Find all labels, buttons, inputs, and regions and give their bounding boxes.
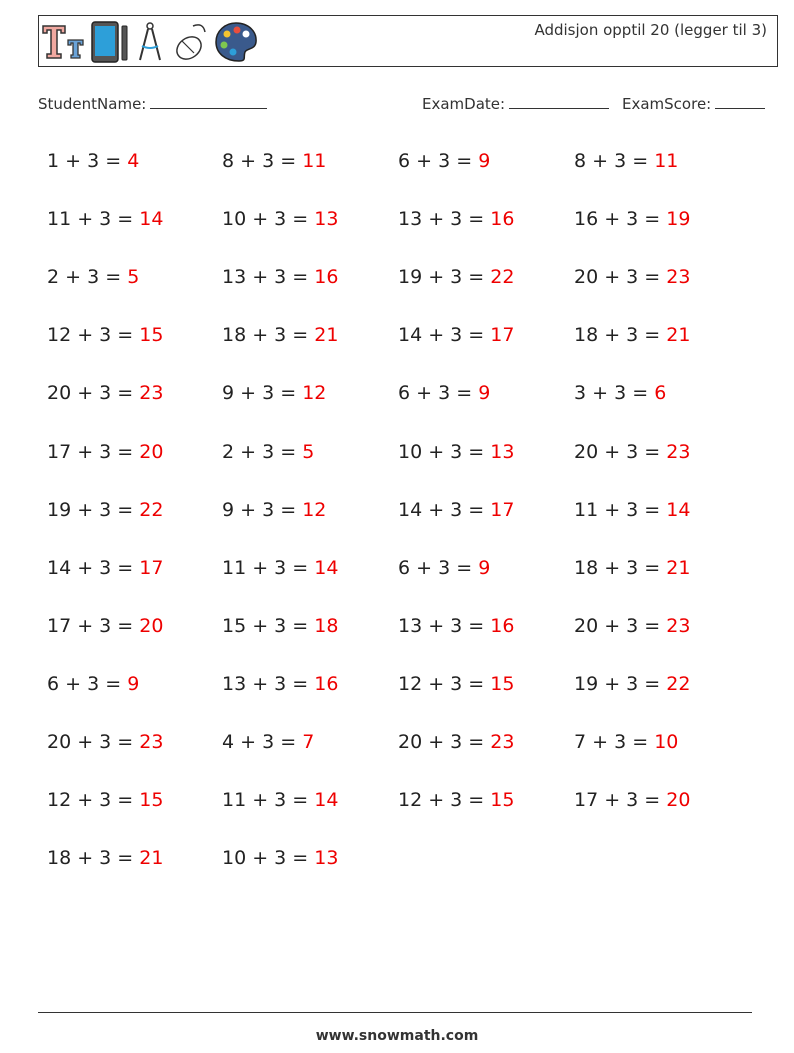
problem-answer: 15 xyxy=(139,789,164,812)
problem-answer: 22 xyxy=(666,672,691,695)
student-name-label: StudentName: xyxy=(38,95,147,113)
problem-question: 17 + 3 = xyxy=(574,789,667,812)
problem-question: 20 + 3 = xyxy=(574,440,667,463)
problem-question: 19 + 3 = xyxy=(574,672,667,695)
problem-answer: 15 xyxy=(490,672,515,695)
problem-question: 6 + 3 = xyxy=(398,556,479,579)
problem-item xyxy=(398,261,514,293)
worksheet-header xyxy=(38,15,778,67)
problem-question: 10 + 3 = xyxy=(222,208,315,231)
problem-question: 19 + 3 = xyxy=(398,266,491,289)
problem-answer: 11 xyxy=(654,150,679,172)
problem-item xyxy=(398,319,514,351)
problem-question: 20 + 3 = xyxy=(574,266,667,289)
problem-answer: 16 xyxy=(314,672,339,695)
problem-question: 18 + 3 = xyxy=(222,324,315,347)
problem-question: 18 + 3 = xyxy=(574,324,667,347)
problem-item xyxy=(574,610,690,642)
problem-question: 17 + 3 = xyxy=(47,440,140,463)
problem-answer: 23 xyxy=(666,614,691,637)
problem-question: 4 + 3 = xyxy=(222,731,303,753)
problem-question: 3 + 3 = xyxy=(574,382,655,405)
problem-question: 12 + 3 = xyxy=(398,789,491,812)
problem-item xyxy=(574,668,690,700)
problem-answer: 20 xyxy=(139,614,164,637)
problem-answer: 14 xyxy=(314,556,339,579)
problem-answer: 21 xyxy=(666,324,691,347)
problem-question: 11 + 3 = xyxy=(222,789,315,812)
problem-answer: 16 xyxy=(490,208,515,231)
problem-answer: 16 xyxy=(490,614,515,637)
problem-answer: 17 xyxy=(139,556,164,579)
problem-item xyxy=(222,145,326,177)
problem-item xyxy=(222,319,338,351)
problem-item xyxy=(222,494,326,526)
problem-question: 8 + 3 = xyxy=(222,150,303,172)
problem-item xyxy=(398,552,490,584)
student-name-field[interactable] xyxy=(38,94,267,113)
problem-answer: 15 xyxy=(490,789,515,812)
problem-answer: 16 xyxy=(314,266,339,289)
problem-question: 16 + 3 = xyxy=(574,208,667,231)
student-name-blank[interactable] xyxy=(150,94,267,109)
tablet-icon xyxy=(89,20,131,64)
problem-item xyxy=(574,145,678,177)
problem-question: 20 + 3 = xyxy=(47,731,140,753)
problem-item xyxy=(47,494,163,526)
problem-item xyxy=(47,668,139,700)
problem-item xyxy=(398,145,490,177)
problem-answer: 10 xyxy=(654,731,679,753)
problem-item xyxy=(222,377,326,409)
problem-answer: 18 xyxy=(314,614,339,637)
problem-item xyxy=(222,668,338,700)
problem-item xyxy=(47,145,139,177)
exam-date-label: ExamDate: xyxy=(422,95,506,113)
problem-answer: 23 xyxy=(666,440,691,463)
problem-item xyxy=(222,784,338,816)
exam-score-field[interactable] xyxy=(622,94,765,113)
problem-question: 11 + 3 = xyxy=(574,498,667,521)
worksheet-title: Addisjon opptil 20 (legger til 3) xyxy=(534,21,767,39)
problem-item xyxy=(574,726,678,758)
problem-item xyxy=(222,436,314,468)
problem-item xyxy=(222,261,338,293)
problem-answer: 23 xyxy=(139,731,164,753)
problem-item xyxy=(47,436,163,468)
problem-answer: 23 xyxy=(490,731,515,753)
problem-question: 14 + 3 = xyxy=(398,324,491,347)
problem-answer: 14 xyxy=(666,498,691,521)
problem-answer: 9 xyxy=(478,150,491,172)
problem-answer: 9 xyxy=(478,556,491,579)
problem-answer: 20 xyxy=(139,440,164,463)
problem-answer: 5 xyxy=(127,266,140,289)
problem-answer: 11 xyxy=(302,150,327,172)
problem-item xyxy=(398,436,514,468)
problem-item xyxy=(398,610,514,642)
paint-palette-icon xyxy=(213,20,259,64)
problem-item xyxy=(47,377,163,409)
compass-icon xyxy=(133,20,167,64)
problem-answer: 7 xyxy=(302,731,315,753)
problem-question: 6 + 3 = xyxy=(47,672,128,695)
problem-item xyxy=(47,203,163,235)
problem-question: 14 + 3 = xyxy=(47,556,140,579)
problem-item xyxy=(222,726,314,758)
problem-question: 7 + 3 = xyxy=(574,731,655,753)
problem-item xyxy=(47,610,163,642)
problem-answer: 21 xyxy=(314,324,339,347)
problem-item xyxy=(574,319,690,351)
problem-answer: 12 xyxy=(302,498,327,521)
problem-item xyxy=(47,784,163,816)
problem-item xyxy=(398,377,490,409)
problem-item xyxy=(47,552,163,584)
problem-question: 13 + 3 = xyxy=(398,614,491,637)
problem-answer: 14 xyxy=(314,789,339,812)
problem-item xyxy=(574,261,690,293)
problem-answer: 13 xyxy=(314,208,339,231)
problem-answer: 9 xyxy=(478,382,491,405)
problem-question: 9 + 3 = xyxy=(222,498,303,521)
exam-date-field[interactable] xyxy=(422,94,609,113)
problem-question: 13 + 3 = xyxy=(222,672,315,695)
problem-question: 14 + 3 = xyxy=(398,498,491,521)
problem-item xyxy=(222,552,338,584)
problem-item xyxy=(222,842,338,874)
problem-answer: 14 xyxy=(139,208,164,231)
problem-question: 18 + 3 = xyxy=(47,847,140,870)
footer-divider xyxy=(38,1012,752,1013)
problem-item xyxy=(398,784,514,816)
problem-item xyxy=(47,319,163,351)
problem-question: 6 + 3 = xyxy=(398,382,479,405)
problem-question: 12 + 3 = xyxy=(398,672,491,695)
problem-question: 20 + 3 = xyxy=(574,614,667,637)
problem-answer: 23 xyxy=(139,382,164,405)
problem-answer: 9 xyxy=(127,672,140,695)
problem-question: 20 + 3 = xyxy=(47,382,140,405)
text-tool-icon xyxy=(41,22,87,62)
problem-question: 8 + 3 = xyxy=(574,150,655,172)
problem-question: 20 + 3 = xyxy=(398,731,491,753)
problem-answer: 17 xyxy=(490,498,515,521)
problem-question: 11 + 3 = xyxy=(47,208,140,231)
exam-date-blank[interactable] xyxy=(509,94,609,109)
problem-question: 6 + 3 = xyxy=(398,150,479,172)
problem-question: 1 + 3 = xyxy=(47,150,128,172)
problem-answer: 21 xyxy=(666,556,691,579)
problem-item xyxy=(574,203,690,235)
problem-item xyxy=(574,494,690,526)
problem-item xyxy=(574,784,690,816)
problem-question: 2 + 3 = xyxy=(47,266,128,289)
problem-item xyxy=(398,726,514,758)
computer-mouse-icon xyxy=(169,20,211,64)
problem-answer: 21 xyxy=(139,847,164,870)
exam-score-label: ExamScore: xyxy=(622,95,712,113)
problem-item xyxy=(47,726,163,758)
problem-question: 17 + 3 = xyxy=(47,614,140,637)
problem-item xyxy=(47,261,139,293)
problem-answer: 22 xyxy=(139,498,164,521)
problem-question: 9 + 3 = xyxy=(222,382,303,405)
problem-question: 13 + 3 = xyxy=(398,208,491,231)
problem-item xyxy=(574,552,690,584)
header-icons xyxy=(41,19,259,65)
problem-question: 15 + 3 = xyxy=(222,614,315,637)
problem-answer: 12 xyxy=(302,382,327,405)
problem-answer: 13 xyxy=(490,440,515,463)
problem-item xyxy=(398,203,514,235)
problem-question: 13 + 3 = xyxy=(222,266,315,289)
problem-question: 2 + 3 = xyxy=(222,440,303,463)
problem-item xyxy=(574,377,666,409)
problem-item xyxy=(222,610,338,642)
problem-answer: 22 xyxy=(490,266,515,289)
problem-question: 18 + 3 = xyxy=(574,556,667,579)
exam-score-blank[interactable] xyxy=(715,94,765,109)
problem-item xyxy=(222,203,338,235)
footer-website[interactable]: www.snowmath.com xyxy=(315,1028,479,1044)
problem-answer: 17 xyxy=(490,324,515,347)
problem-answer: 15 xyxy=(139,324,164,347)
problem-question: 11 + 3 = xyxy=(222,556,315,579)
problem-question: 12 + 3 = xyxy=(47,324,140,347)
problem-item xyxy=(398,668,514,700)
problem-item xyxy=(47,842,163,874)
problem-question: 12 + 3 = xyxy=(47,789,140,812)
problem-answer: 6 xyxy=(654,382,667,405)
problem-answer: 4 xyxy=(127,150,140,172)
problem-question: 10 + 3 = xyxy=(398,440,491,463)
problem-item xyxy=(574,436,690,468)
problem-question: 19 + 3 = xyxy=(47,498,140,521)
problem-answer: 13 xyxy=(314,847,339,870)
problem-answer: 20 xyxy=(666,789,691,812)
problem-answer: 19 xyxy=(666,208,691,231)
problem-answer: 23 xyxy=(666,266,691,289)
problem-item xyxy=(398,494,514,526)
problem-answer: 5 xyxy=(302,440,315,463)
problem-question: 10 + 3 = xyxy=(222,847,315,870)
